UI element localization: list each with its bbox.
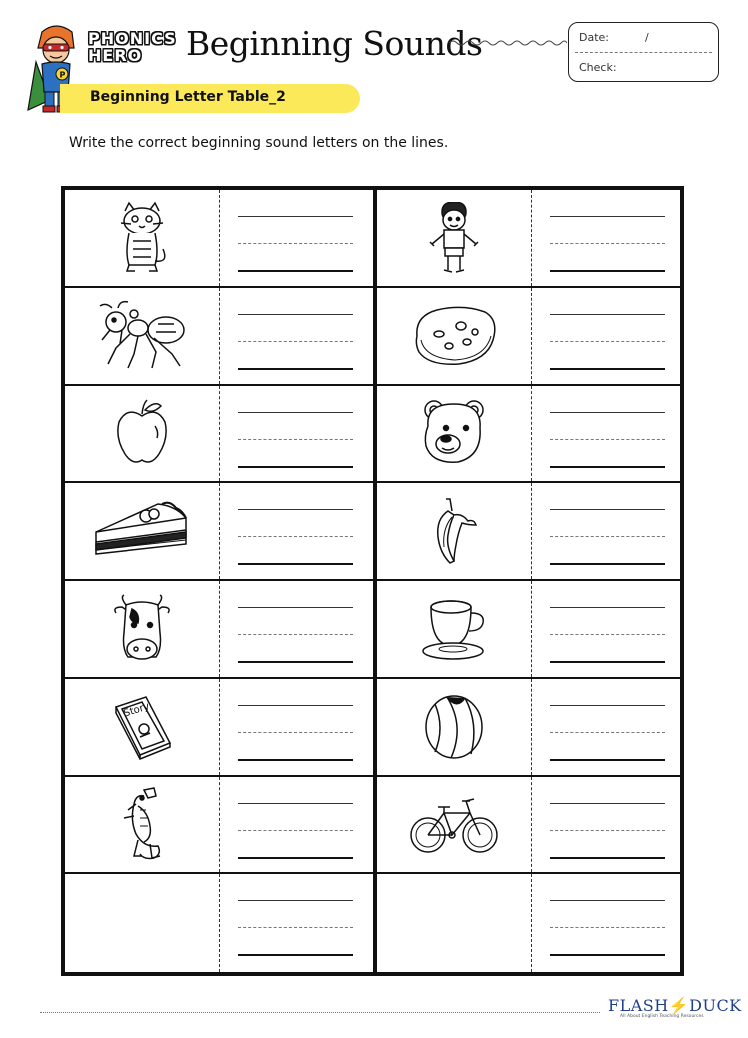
picture-cell — [65, 777, 220, 873]
right-column — [377, 190, 680, 972]
table-row — [65, 874, 373, 972]
table-row — [65, 386, 373, 484]
table-row — [65, 777, 373, 875]
writing-lines[interactable] — [550, 701, 665, 757]
writing-lines[interactable] — [550, 505, 665, 561]
writing-lines[interactable] — [238, 603, 353, 659]
brand-line-1: PHONICS — [88, 29, 177, 48]
date-separator: / — [645, 31, 649, 44]
logo-tagline: All About English Teaching Resources — [620, 1014, 704, 1019]
banana-icon — [428, 495, 480, 567]
picture-cell — [377, 190, 532, 286]
wavy-line-decoration — [449, 38, 567, 48]
picture-cell — [377, 483, 532, 579]
apple-icon — [113, 398, 171, 468]
writing-lines[interactable] — [550, 408, 665, 464]
writing-lines[interactable] — [550, 603, 665, 659]
writing-lines[interactable] — [238, 310, 353, 366]
table-row — [377, 483, 680, 581]
writing-lines[interactable] — [550, 799, 665, 855]
picture-cell — [65, 483, 220, 579]
writing-lines[interactable] — [238, 505, 353, 561]
page-title: Beginning Sounds — [186, 24, 483, 63]
cow-icon — [110, 593, 174, 665]
bicycle-icon — [408, 793, 500, 855]
bear-icon — [418, 398, 490, 468]
section-banner — [60, 84, 360, 113]
cup-icon — [419, 597, 489, 661]
writing-lines[interactable] — [550, 310, 665, 366]
writing-lines[interactable] — [238, 408, 353, 464]
table-row — [65, 483, 373, 581]
writing-lines[interactable] — [550, 896, 665, 952]
book-icon — [110, 693, 174, 761]
table-row — [377, 874, 680, 972]
date-box-divider — [575, 52, 712, 53]
writing-lines[interactable] — [238, 701, 353, 757]
table-row — [377, 581, 680, 679]
picture-cell-empty — [65, 874, 220, 972]
table-row — [65, 581, 373, 679]
table-row — [65, 679, 373, 777]
picture-cell — [65, 190, 220, 286]
table-row — [377, 777, 680, 875]
left-column — [65, 190, 373, 972]
ant-icon — [94, 300, 190, 372]
boy-icon — [424, 202, 484, 274]
table-row — [377, 288, 680, 386]
instructions: Write the correct beginning sound letters on the lines. — [69, 135, 449, 151]
phonics-hero-logo — [88, 29, 177, 70]
writing-lines[interactable] — [238, 799, 353, 855]
picture-cell — [65, 288, 220, 384]
cat-icon — [111, 201, 173, 275]
picture-cell — [377, 386, 532, 482]
table-row — [377, 190, 680, 288]
picture-cell — [65, 386, 220, 482]
table-row — [377, 386, 680, 484]
check-label: Check: — [579, 61, 617, 74]
crocodile-icon — [114, 786, 170, 862]
writing-lines[interactable] — [238, 896, 353, 952]
picture-cell — [65, 679, 220, 775]
banner-label: Beginning Letter Table_2 — [90, 89, 286, 105]
letter-table — [61, 186, 684, 976]
picture-cell-empty — [377, 874, 532, 972]
picture-cell — [65, 581, 220, 677]
picture-cell — [377, 581, 532, 677]
svg-text:Story: Story — [122, 700, 151, 720]
logo-left-word: FLASH — [608, 996, 669, 1015]
date-label: Date: — [579, 31, 609, 44]
cookie-icon — [409, 304, 499, 368]
footer-dotted-line — [40, 1012, 600, 1013]
picture-cell — [377, 288, 532, 384]
writing-lines[interactable] — [238, 212, 353, 268]
flashduck-logo — [608, 996, 742, 1022]
pie-icon — [92, 496, 192, 566]
picture-cell — [377, 777, 532, 873]
picture-cell — [377, 679, 532, 775]
writing-lines[interactable] — [550, 212, 665, 268]
table-row — [65, 288, 373, 386]
table-row — [65, 190, 373, 288]
svg-text:P: P — [59, 70, 66, 80]
brand-line-2: HERO — [88, 46, 143, 65]
lightning-bolt-icon: ⚡ — [668, 996, 690, 1015]
ball-icon — [421, 692, 487, 762]
logo-right-word: DUCK — [689, 996, 742, 1015]
table-row — [377, 679, 680, 777]
date-check-box — [568, 22, 719, 82]
